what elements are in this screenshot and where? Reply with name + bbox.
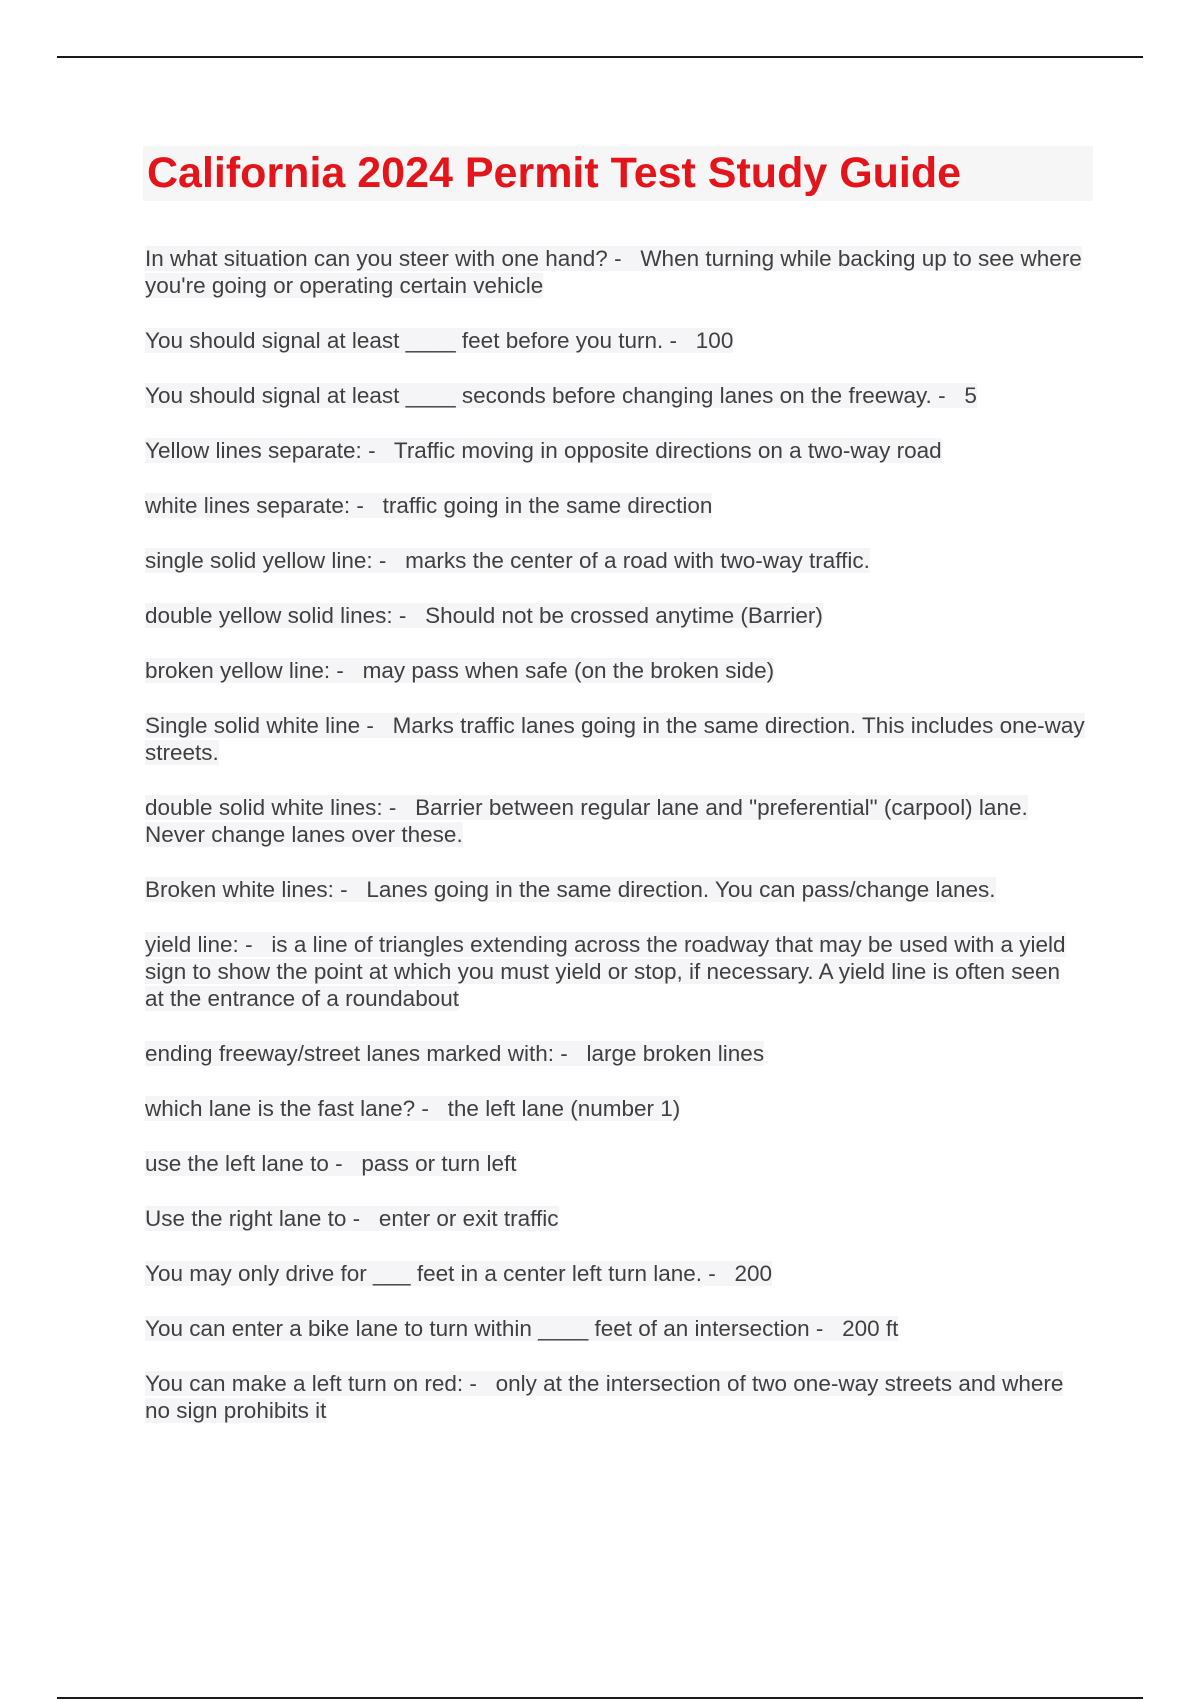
- qa-separator: -: [663, 328, 696, 353]
- qa-separator: -: [330, 658, 363, 683]
- question-text: You should signal at least ____ seconds before changing lanes on the freeway.: [145, 383, 932, 408]
- question-text: yield line:: [145, 932, 239, 957]
- qa-separator: -: [333, 877, 367, 902]
- qa-text: [145, 493, 712, 518]
- qa-item: [145, 794, 1085, 848]
- qa-item: [145, 492, 1085, 519]
- question-text: You may only drive for ___ feet in a center left turn lane.: [145, 1261, 702, 1286]
- answer-text: is a line of triangles extending across the roadway that may be used with a yield sign to show the point at which you must yield or stop, if necessary. A yield line is often seen at the entrance of a roundabout: [145, 932, 1066, 1011]
- qa-item: [145, 1040, 1085, 1067]
- qa-item: [145, 382, 1085, 409]
- answer-text: Should not be crossed anytime (Barrier): [425, 603, 823, 628]
- answer-text: 100: [695, 328, 734, 353]
- answer-text: pass or turn left: [361, 1151, 517, 1176]
- answer-text: may pass when safe (on the broken side): [362, 658, 775, 683]
- qa-text: [145, 1151, 516, 1176]
- qa-item: [145, 657, 1085, 684]
- qa-text: [145, 1096, 680, 1121]
- question-text: double yellow solid lines:: [145, 603, 393, 628]
- qa-item: [145, 245, 1085, 299]
- qa-separator: -: [328, 1151, 362, 1176]
- qa-text: [145, 877, 996, 902]
- answer-text: 5: [964, 383, 977, 408]
- qa-separator: -: [350, 493, 383, 518]
- question-text: ending freeway/street lanes marked with:: [145, 1041, 554, 1066]
- qa-item: [145, 1095, 1085, 1122]
- answer-text: Traffic moving in opposite directions on a two-way road: [393, 438, 942, 463]
- qa-separator: -: [392, 603, 426, 628]
- question-text: single solid yellow line:: [145, 548, 373, 573]
- document-title: California 2024 Permit Test Study Guide: [147, 149, 962, 197]
- question-text: You can make a left turn on red:: [145, 1371, 464, 1396]
- qa-item: [145, 712, 1085, 766]
- question-text: Broken white lines:: [145, 877, 334, 902]
- answer-text: large broken lines: [586, 1041, 765, 1066]
- qa-separator: -: [360, 713, 393, 738]
- qa-text: [145, 1206, 559, 1231]
- question-text: Yellow lines separate:: [145, 438, 362, 463]
- qa-separator: -: [346, 1206, 379, 1231]
- qa-text: [145, 658, 774, 683]
- qa-item: [145, 931, 1085, 1012]
- qa-text: [145, 1261, 772, 1286]
- qa-separator: -: [702, 1261, 735, 1286]
- qa-separator: -: [382, 795, 416, 820]
- qa-text: [145, 713, 1085, 765]
- qa-list: [145, 245, 1085, 1452]
- question-text: You should signal at least ____ feet before you turn.: [145, 328, 664, 353]
- title-band: [143, 146, 1093, 201]
- qa-text: [145, 603, 823, 628]
- qa-item: [145, 437, 1085, 464]
- answer-text: enter or exit traffic: [378, 1206, 559, 1231]
- qa-text: [145, 1371, 1063, 1423]
- qa-separator: -: [809, 1316, 843, 1341]
- answer-text: the left lane (number 1): [447, 1096, 681, 1121]
- answer-text: 200: [734, 1261, 773, 1286]
- question-text: You can enter a bike lane to turn within ____ feet of an intersection: [145, 1316, 810, 1341]
- question-text: Use the right lane to: [145, 1206, 347, 1231]
- question-text: broken yellow line:: [145, 658, 331, 683]
- qa-text: [145, 1041, 764, 1066]
- qa-item: [145, 1260, 1085, 1287]
- answer-text: Barrier between regular lane and "preferential" (carpool) lane. Never change lanes over these.: [145, 795, 1028, 847]
- qa-separator: -: [607, 246, 641, 271]
- qa-item: [145, 547, 1085, 574]
- qa-separator: -: [372, 548, 406, 573]
- qa-separator: -: [238, 932, 272, 957]
- answer-text: Lanes going in the same direction. You can pass/change lanes.: [366, 877, 996, 902]
- question-text: Single solid white line: [145, 713, 361, 738]
- question-text: which lane is the fast lane?: [145, 1096, 416, 1121]
- top-rule: [57, 56, 1143, 58]
- qa-text: [145, 932, 1066, 1011]
- qa-item: [145, 327, 1085, 354]
- qa-item: [145, 1315, 1085, 1342]
- qa-separator: -: [361, 438, 394, 463]
- qa-text: [145, 246, 1082, 298]
- qa-item: [145, 1150, 1085, 1177]
- qa-text: [145, 1316, 898, 1341]
- question-text: In what situation can you steer with one hand?: [145, 246, 608, 271]
- qa-text: [145, 548, 870, 573]
- qa-separator: -: [415, 1096, 448, 1121]
- answer-text: marks the center of a road with two-way traffic.: [405, 548, 870, 573]
- answer-text: When turning while backing up to see where you're going or operating certain vehicle: [145, 246, 1082, 298]
- qa-text: [145, 795, 1028, 847]
- qa-text: [145, 438, 942, 463]
- answer-text: traffic going in the same direction: [382, 493, 713, 518]
- qa-separator: -: [931, 383, 965, 408]
- qa-item: [145, 1205, 1085, 1232]
- answer-text: only at the intersection of two one-way streets and where no sign prohibits it: [145, 1371, 1064, 1423]
- question-text: double solid white lines:: [145, 795, 383, 820]
- question-text: white lines separate:: [145, 493, 351, 518]
- answer-text: Marks traffic lanes going in the same direction. This includes one-way streets.: [145, 713, 1085, 765]
- bottom-rule: [57, 1697, 1143, 1699]
- qa-text: [145, 328, 733, 353]
- qa-separator: -: [463, 1371, 496, 1396]
- answer-text: 200 ft: [842, 1316, 899, 1341]
- qa-item: [145, 1370, 1085, 1424]
- qa-text: [145, 383, 977, 408]
- qa-item: [145, 876, 1085, 903]
- question-text: use the left lane to: [145, 1151, 329, 1176]
- qa-item: [145, 602, 1085, 629]
- qa-separator: -: [553, 1041, 587, 1066]
